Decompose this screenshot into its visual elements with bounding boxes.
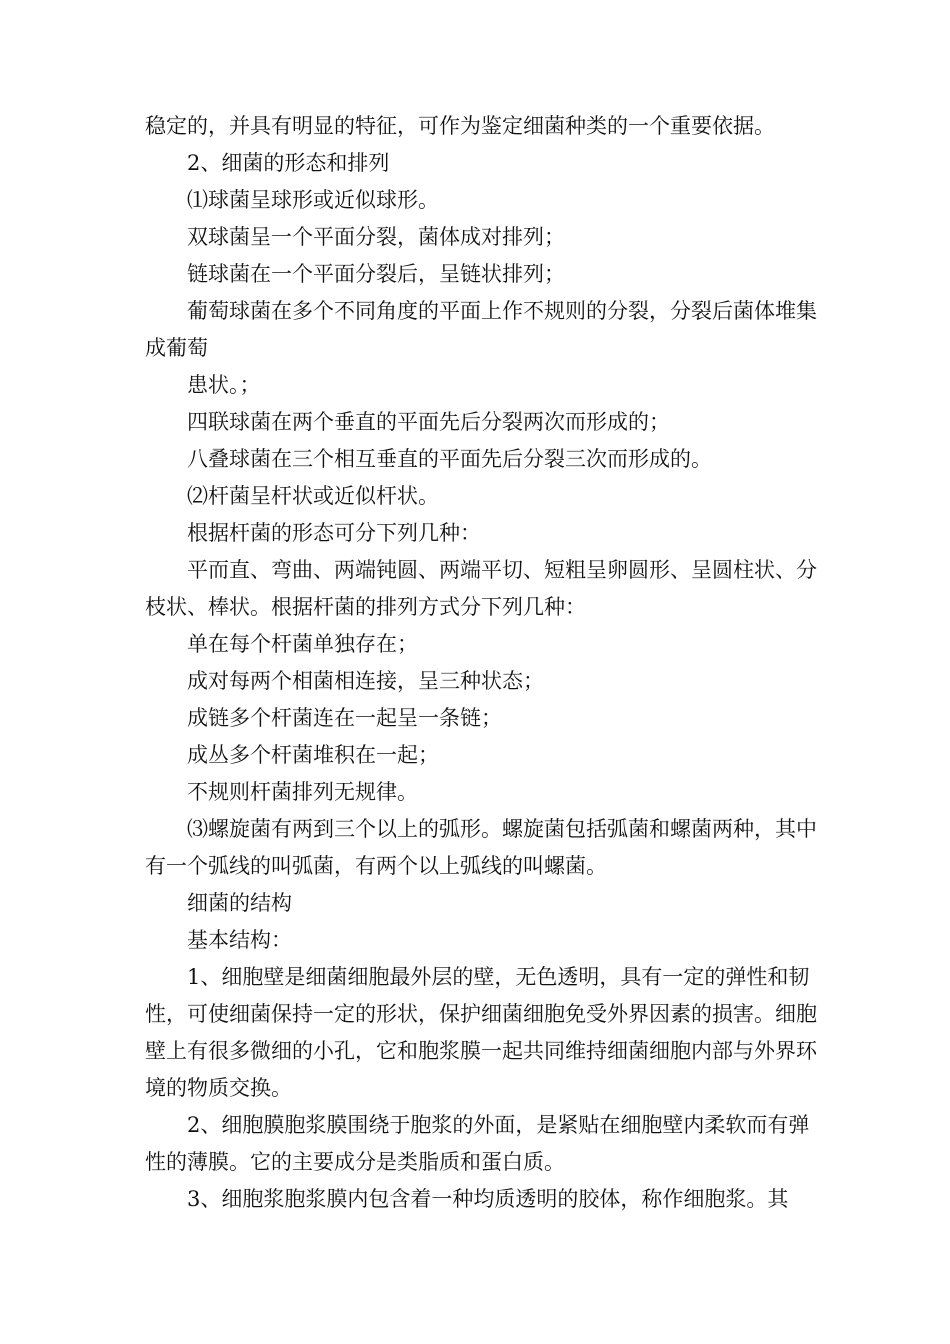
text-line-staphylococci: 葡萄球菌在多个不同角度的平面上作不规则的分裂，分裂后菌体堆集成葡萄 — [145, 299, 817, 360]
text-line-irregular: 不规则杆菌排列无规律。 — [187, 780, 418, 804]
text-line-cocci: ⑴球菌呈球形或近似球形。 — [187, 188, 439, 212]
text-line-cytoplasm: 3、细胞浆胞浆膜内包含着一种均质透明的胶体，称作细胞浆。其 — [187, 1187, 789, 1211]
text-line-bacilli: ⑵杆菌呈杆状或近似杆状。 — [187, 484, 439, 508]
text-line-staphylococci-end: 患状。； — [187, 373, 261, 397]
text-line-pairs: 成对每两个相菌相连接，呈三种状态； — [187, 669, 544, 693]
text-line-bacilli-forms: 平而直、弯曲、两端钝圆、两端平切、短粗呈卵圆形、呈圆柱状、分枝状、棒状。根据杆菌的排列方式分下列几种： — [145, 558, 817, 619]
text-line-chains: 成链多个杆菌连在一起呈一条链； — [187, 706, 502, 730]
document-body — [145, 108, 830, 1218]
text-line-clusters: 成丛多个杆菌堆积在一起； — [187, 743, 439, 767]
section-heading-structure: 细菌的结构 — [187, 891, 292, 915]
text-line-sarcina: 八叠球菌在三个相互垂直的平面先后分裂三次而形成的。 — [187, 447, 712, 471]
text-line-diplococci: 双球菌呈一个平面分裂，菌体成对排列； — [187, 225, 565, 249]
section-heading-morphology: 2、细菌的形态和排列 — [187, 151, 390, 175]
text-line-cell-wall: 1、细胞壁是细菌细胞最外层的壁，无色透明，具有一定的弹性和韧性，可使细菌保持一定的形状，保护细菌细胞免受外界因素的损害。细胞壁上有很多微细的小孔，它和胞浆膜一起共同维持细菌细胞内部与外界环境的物质交换。 — [145, 965, 817, 1100]
text-line-continuation: 稳定的，并具有明显的特征，可作为鉴定细菌种类的一个重要依据。 — [145, 114, 775, 138]
section-heading-basic-structure: 基本结构： — [187, 928, 292, 952]
text-line-streptococci: 链球菌在一个平面分裂后，呈链状排列； — [187, 262, 565, 286]
text-line-single: 单在每个杆菌单独存在； — [187, 632, 418, 656]
text-line-spirilla: ⑶螺旋菌有两到三个以上的弧形。螺旋菌包括弧菌和螺菌两种，其中有一个弧线的叫弧菌，有两个以上弧线的叫螺菌。 — [145, 817, 817, 878]
text-line-tetrads: 四联球菌在两个垂直的平面先后分裂两次而形成的； — [187, 410, 670, 434]
text-line-cell-membrane: 2、细胞膜胞浆膜围绕于胞浆的外面，是紧贴在细胞壁内柔软而有弹性的薄膜。它的主要成分是类脂质和蛋白质。 — [145, 1113, 810, 1174]
text-line-bacilli-forms-intro: 根据杆菌的形态可分下列几种： — [187, 521, 481, 545]
